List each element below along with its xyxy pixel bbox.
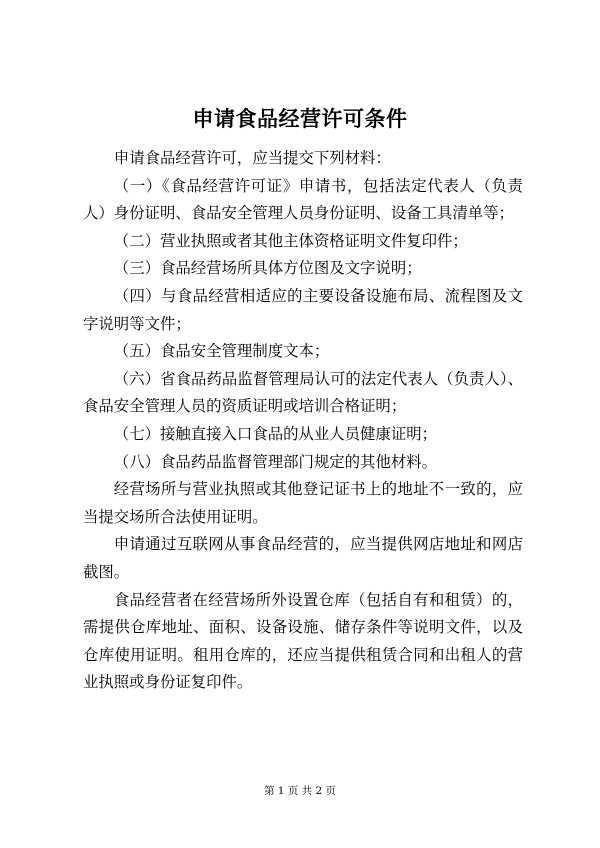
- material-item-2: （二）营业执照或者其他主体资格证明文件复印件；: [113, 231, 468, 250]
- material-item-8: （八）食品药品监督管理部门规定的其他材料。: [113, 452, 438, 471]
- material-item-1: （一）《食品经营许可证》申请书，包括法定代表人（负责人）身份证明、食品安全管理人员身份证明、设备工具清单等；: [83, 176, 523, 223]
- intro-paragraph: 申请食品经营许可，应当提交下列材料：: [113, 149, 391, 167]
- address-mismatch-paragraph: 经营场所与营业执照或其他登记证书上的地址不一致的，应当提交场所合法使用证明。: [83, 480, 523, 526]
- material-item-5: （五）食品安全管理制度文本；: [113, 342, 330, 361]
- material-item-7: （七）接触直接入口食品的从业人员健康证明；: [113, 424, 438, 443]
- document-title: 申请食品经营许可条件: [192, 107, 408, 131]
- internet-operation-paragraph: 申请通过互联网从事食品经营的，应当提供网店地址和网店截图。: [83, 535, 523, 581]
- document-body: [83, 145, 523, 697]
- warehouse-paragraph: 食品经营者在经营场所外设置仓库（包括自有和租赁）的，需提供仓库地址、面积、设备设施、储存条件等说明文件，以及仓库使用证明。租用仓库的，还应当提供租赁合同和出租人的营业执照或身份证复印件。: [83, 590, 523, 692]
- page-number-footer: 第 1 页 共 2 页: [263, 785, 337, 797]
- material-item-4: （四）与食品经营相适应的主要设备设施布局、流程图及文字说明等文件；: [83, 286, 523, 333]
- material-item-3: （三）食品经营场所具体方位图及文字说明；: [113, 259, 422, 278]
- material-item-6: （六）省食品药品监督管理局认可的法定代表人（负责人）、食品安全管理人员的资质证明或培训合格证明；: [83, 369, 523, 416]
